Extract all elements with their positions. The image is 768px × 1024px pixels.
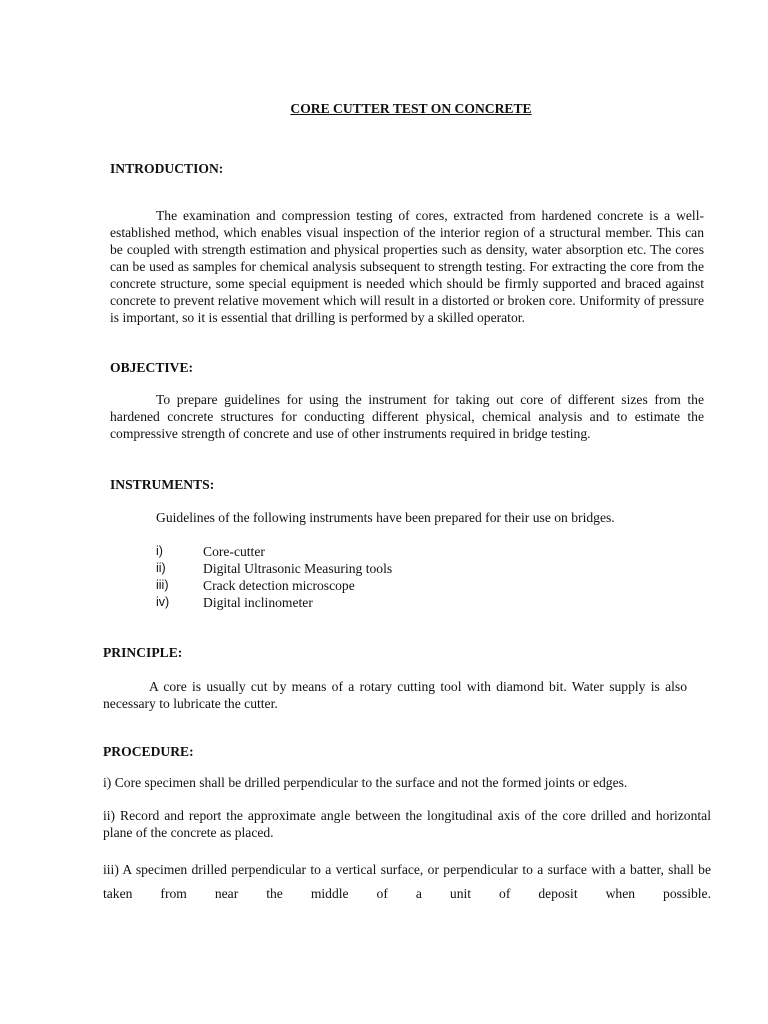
instruments-intro: Guidelines of the following instruments have been prepared for their use on bridges. [156, 510, 615, 525]
list-item-number: iv) [156, 595, 170, 609]
introduction-paragraph: The examination and compression testing of cores, extracted from hardened concrete is a well-established method, which enables visual inspection of the interior region of a structural member. This can be coupled with strength estimation and physical properties such as density, water absorption etc. The cores can be used as samples for chemical analysis subsequent to strength testing. For extracting the core from the concrete structure, some special equipment is needed which should be firmly supported and braced against concrete to prevent relative movement which will result in a distorted or broken core. Uniformity of pressure is important, so it is essential that drilling is performed by a skilled operator. [110, 208, 704, 325]
list-item-label: Core-cutter [203, 544, 265, 559]
list-item-number: ii) [156, 561, 166, 575]
list-item-label: Digital Ultrasonic Measuring tools [203, 561, 393, 576]
list-item-number: i) [156, 544, 163, 558]
introduction-heading: INTRODUCTION: [110, 161, 224, 176]
page-title: CORE CUTTER TEST ON CONCRETE [290, 101, 532, 116]
procedure-step-1: i) Core specimen shall be drilled perpendicular to the surface and not the formed joints or edges. [103, 775, 628, 790]
list-item-number: iii) [156, 578, 169, 592]
principle-heading: PRINCIPLE: [103, 645, 183, 660]
objective-heading: OBJECTIVE: [110, 360, 194, 375]
list-item-label: Digital inclinometer [203, 595, 313, 610]
instruments-heading: INSTRUMENTS: [110, 477, 215, 492]
principle-paragraph: A core is usually cut by means of a rotary cutting tool with diamond bit. Water supply is also necessary to lubricate the cutter. [103, 679, 687, 711]
objective-paragraph: To prepare guidelines for using the instrument for taking out core of different sizes from the hardened concrete structures for conducting different physical, chemical analysis and to estimate the compressive strength of concrete and use of other instruments required in bridge testing. [110, 392, 704, 441]
procedure-step-2: ii) Record and report the approximate angle between the longitudinal axis of the core drilled and horizontal plane of the concrete as placed. [103, 808, 711, 840]
procedure-heading: PROCEDURE: [103, 744, 194, 759]
procedure-step-3: iii) A specimen drilled perpendicular to a vertical surface, or perpendicular to a surface with a batter, shall be taken from near the middle of a unit of deposit when possible. [103, 862, 711, 901]
list-item-label: Crack detection microscope [203, 578, 355, 593]
